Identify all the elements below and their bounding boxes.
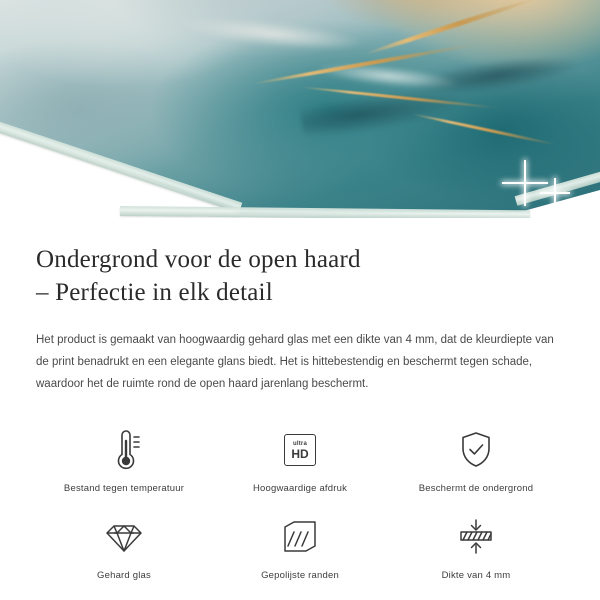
thickness-icon [455,514,497,560]
abstract-ink-artwork [0,0,600,218]
diamond-icon [104,514,144,560]
feature-label: Bestand tegen temperatuur [63,483,185,495]
ultra-hd-icon [284,427,316,473]
ultra-hd-bottom-text: HD [291,446,309,461]
thermometer-icon [104,427,144,473]
page-title [36,218,456,309]
feature-item-polished-edges [212,508,388,591]
headline-line-2: – Perfectie in elk detail [36,278,273,306]
ultra-hd-top-text: ultra [292,440,307,447]
shield-check-icon [457,427,495,473]
feature-item-tempered-glass [36,508,212,591]
product-description-text: Het product is gemaakt van hoogwaardig gehard glas met een dikte van 4 mm, dat de kleurdiepte van de print benadrukt en een elegante glans biedt. Het is hittebestendig en beschermt tegen schade, waardoor het de ruimte rond de open haard jarenlang beschermt. [36,334,554,391]
feature-label: Hoogwaardige afdruk [252,483,348,495]
feature-label: Gepolijste randen [261,570,339,582]
polished-edges-icon [281,514,319,560]
glass-panel-surface [0,0,600,218]
content-area [0,218,600,591]
hero-image [0,0,600,218]
feature-item-print-quality [212,421,388,504]
feature-grid [36,421,564,591]
feature-label: Dikte van 4 mm [441,570,511,582]
feature-item-surface-protection [388,421,564,504]
headline-line-1: Ondergrond voor de open haard [36,246,361,273]
feature-label: Beschermt de ondergrond [418,483,534,495]
feature-label: Gehard glas [97,570,151,582]
feature-item-temperature [36,421,212,504]
feature-item-thickness [388,508,564,591]
